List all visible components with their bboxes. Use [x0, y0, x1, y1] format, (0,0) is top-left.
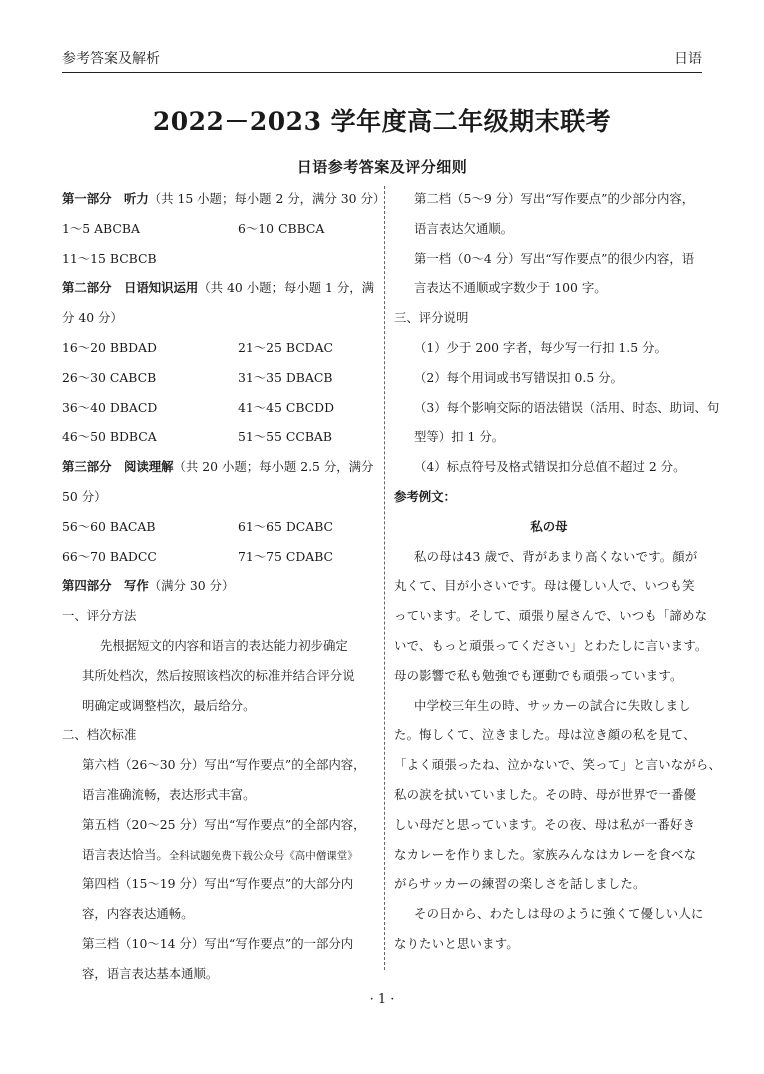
- part1-detail: （共 15 小题；每小题 2 分，满分 30 分）: [148, 191, 386, 206]
- answer-row: [62, 512, 380, 542]
- answer-group: 1～5 ABCBA: [62, 220, 140, 236]
- method-title: 一、评分方法: [62, 608, 137, 624]
- header-right-label: 日语: [674, 51, 702, 67]
- method-line: 其所处档次，然后按照该档次的标准并结合评分说: [82, 667, 355, 683]
- right-column: [394, 184, 722, 959]
- grade-line: 容，语言表达基本通顺。: [82, 965, 219, 981]
- essay-line: なりたいと思います。: [394, 935, 519, 951]
- part3-detail: （共 20 小题；每小题 2.5 分，满分: [173, 459, 374, 475]
- part2-label: 第二部分 日语知识运用: [62, 280, 199, 296]
- answer-group: 46～50 BDBCA: [62, 429, 157, 445]
- grade-line: 第一档（0～4 分）写出“写作要点”的很少内容，语: [414, 250, 695, 266]
- part1-label: 第一部分 听力: [62, 191, 149, 206]
- column-divider: [384, 186, 385, 970]
- answer-group: 11～15 BCBCB: [62, 250, 157, 266]
- grade-line: 第六档（26～30 分）写出“写作要点”的全部内容，: [82, 757, 366, 773]
- essay-line: 私の母は43 歳で、背があまり高くないです。顔が: [414, 548, 698, 564]
- method-line: 明确定或调整档次，最后给分。: [82, 697, 256, 713]
- note-line: （3）每个影响交际的语法错误（活用、时态、助词、句: [414, 399, 720, 415]
- part1-heading: [62, 184, 386, 214]
- essay-line: 丸くて、目が小さいです。母は優しい人で、いつも笑: [394, 578, 695, 594]
- essay-line: 母の影響で私も勉強でも運動でも頑張っています。: [394, 667, 683, 683]
- part2-detail-cont: 分 40 分）: [62, 310, 123, 326]
- answer-row: [62, 542, 380, 572]
- essay-line: 中学校三年生の時、サッカーの試合に失敗しまし: [414, 697, 691, 713]
- answer-row: [62, 214, 380, 244]
- part3-label: 第三部分 阅读理解: [62, 459, 174, 475]
- grade-line: 第二档（5～9 分）写出“写作要点”的少部分内容，: [414, 191, 695, 206]
- document-subtitle: 日语参考答案及评分细则: [296, 158, 468, 176]
- answer-group: 31～35 DBACB: [238, 369, 333, 385]
- page-header: [62, 48, 702, 70]
- essay-line: がらサッカーの練習の楽しさを話しました。: [394, 876, 646, 892]
- grade-line: 语言表达欠通顺。: [414, 220, 514, 236]
- part4-label: 第四部分 写作: [62, 578, 149, 594]
- document-title: 2022－2023 学年度高二年级期末联考: [152, 107, 612, 136]
- essay-line: なカレーを作りました。家族みんなはカレーを食べな: [394, 846, 697, 862]
- note-line: （2）每个用词或书写错误扣 0.5 分。: [414, 369, 623, 385]
- grade-line: 言表达不通顺或字数少于 100 字。: [414, 280, 607, 296]
- notes-title: 三、评分说明: [394, 310, 469, 326]
- grade-line: 语言表达恰当。: [82, 846, 169, 862]
- answer-group: 56～60 BACAB: [62, 518, 156, 534]
- grade-title: 二、档次标准: [62, 727, 137, 743]
- method-line: 先根据短文的内容和语言的表达能力初步确定: [100, 637, 348, 653]
- answer-group: 21～25 BCDAC: [238, 339, 334, 355]
- header-left-label: 参考答案及解析: [62, 51, 160, 67]
- answer-row: [62, 333, 380, 363]
- essay-line: っています。そして、頑張り屋さんで、いつも「諦めな: [394, 608, 708, 624]
- grade-line: 容，内容表达通畅。: [82, 906, 194, 922]
- essay-line: しい母だと思っています。その夜、母は私が一番好き: [394, 816, 696, 832]
- answer-group: 51～55 CCBAB: [238, 429, 332, 445]
- answer-group: 41～45 CBCDD: [238, 399, 335, 415]
- note-line: （4）标点符号及格式错误扣分总值不超过 2 分。: [414, 459, 686, 475]
- answer-group: 26～30 CABCB: [62, 369, 157, 385]
- watermark-text: 全科试题免费下载公众号《高中僧课堂》: [168, 849, 358, 862]
- grade-line: 语言准确流畅，表达形式丰富。: [82, 786, 256, 802]
- answer-group: 71～75 CDABC: [238, 548, 334, 564]
- part2-heading: [62, 273, 380, 303]
- essay-line: 「よく頑張ったね、泣かないで、笑って」と言いながら、: [394, 757, 722, 773]
- header-rule: [62, 72, 702, 73]
- answer-row: [62, 393, 380, 423]
- answer-group: 16～20 BBDAD: [62, 339, 157, 355]
- page-number: · 1 ·: [369, 992, 395, 1007]
- answer-group: 66～70 BADCC: [62, 548, 157, 564]
- essay-line: た。悔しくて、泣きました。母は泣き顔の私を見て、: [394, 727, 696, 743]
- answer-row: [62, 244, 380, 274]
- essay-line: 私の涙を拭いていました。その時、母が世界で一番優: [394, 786, 697, 802]
- part3-detail-cont: 50 分）: [62, 488, 107, 504]
- answer-row: [62, 422, 380, 452]
- part4-heading: [62, 571, 380, 601]
- sample-essay-label: 参考例文：: [394, 488, 456, 504]
- note-line: （1）少于 200 字者，每少写一行扣 1.5 分。: [414, 339, 667, 355]
- answer-group: 6～10 CBBCA: [238, 220, 325, 236]
- grade-line-with-watermark: [62, 840, 380, 870]
- answer-group: 61～65 DCABC: [238, 518, 334, 534]
- grade-line: 第五档（20～25 分）写出“写作要点”的全部内容，: [82, 816, 366, 832]
- grade-line: 第三档（10～14 分）写出“写作要点”的一部分内: [82, 935, 354, 951]
- essay-line: その日から、わたしは母のように強くて優しい人に: [414, 906, 704, 922]
- essay-title: 私の母: [530, 518, 568, 534]
- part2-detail: （共 40 小题；每小题 1 分，满: [198, 280, 374, 296]
- part4-detail: （满分 30 分）: [148, 578, 235, 594]
- left-column: [62, 184, 386, 989]
- part3-heading: [62, 452, 380, 482]
- note-line: 型等）扣 1 分。: [414, 429, 505, 445]
- answer-row: [62, 363, 380, 393]
- essay-line: いで、もっと頑張ってください」とわたしに言います。: [394, 637, 708, 653]
- answer-group: 36～40 DBACD: [62, 399, 158, 415]
- grade-line: 第四档（15～19 分）写出“写作要点”的大部分内: [82, 876, 354, 892]
